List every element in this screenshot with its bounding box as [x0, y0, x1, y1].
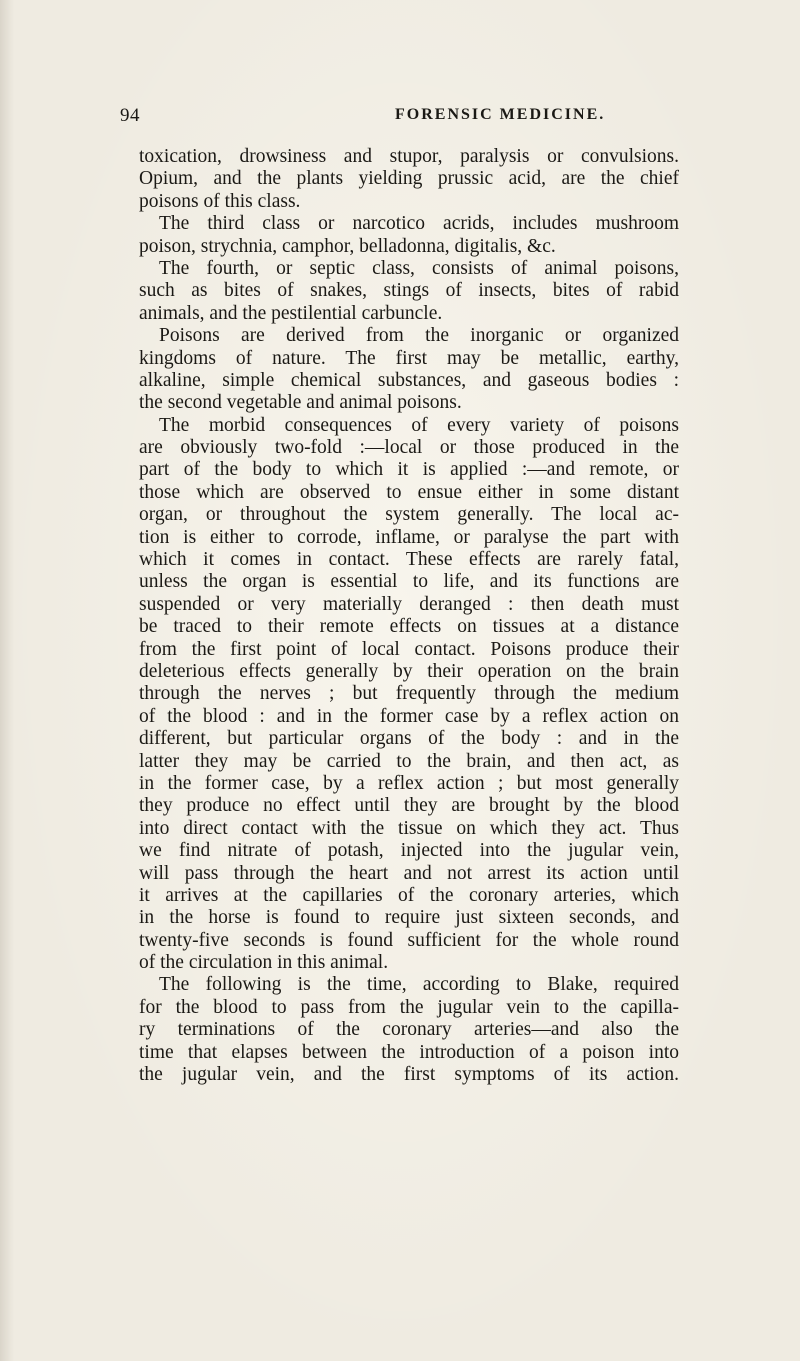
text-line: it arrives at the capillaries of the coronary arteries, which: [139, 884, 679, 906]
text-line: The following is the time, according to Blake, required: [159, 974, 679, 996]
text-line: poisons of this class.: [139, 190, 301, 212]
text-line: in the former case, by a reflex action ; but most generally: [139, 772, 679, 794]
text-line: the second vegetable and animal poisons.: [139, 392, 462, 414]
text-line: the jugular vein, and the first symptoms of its action.: [139, 1064, 679, 1086]
text-line: latter they may be carried to the brain, and then act, as: [139, 750, 679, 772]
running-title: FORENSIC MEDICINE.: [395, 106, 606, 123]
text-line: The third class or narcotico acrids, includes mushroom: [159, 213, 679, 235]
text-line: kingdoms of nature. The first may be metallic, earthy,: [139, 347, 679, 369]
page-number: 94: [120, 105, 140, 126]
text-line: part of the body to which it is applied :—and remote, or: [139, 459, 679, 481]
text-line: of the circulation in this animal.: [139, 952, 389, 974]
text-line: into direct contact with the tissue on which they act. Thus: [139, 817, 679, 839]
text-line: be traced to their remote effects on tissues at a distance: [139, 616, 679, 638]
text-line: poison, strychnia, camphor, belladonna, digitalis, &c.: [139, 235, 556, 257]
text-line: from the first point of local contact. Poisons produce their: [139, 638, 679, 660]
text-line: The fourth, or septic class, consists of animal poisons,: [159, 257, 679, 279]
text-line: such as bites of snakes, stings of insects, bites of rabid: [139, 280, 679, 302]
text-line: tion is either to corrode, inflame, or paralyse the part with: [139, 526, 679, 548]
text-line: we find nitrate of potash, injected into the jugular vein,: [139, 840, 679, 862]
gutter-shadow: [0, 0, 14, 1361]
text-line: they produce no effect until they are brought by the blood: [139, 795, 679, 817]
text-line: The morbid consequences of every variety of poisons: [159, 414, 679, 436]
text-line: which it comes in contact. These effects are rarely fatal,: [139, 549, 679, 571]
text-line: suspended or very materially deranged : then death must: [139, 593, 679, 615]
text-line: animals, and the pestilential carbuncle.: [139, 302, 443, 324]
text-line: for the blood to pass from the jugular vein to the capilla-: [139, 996, 679, 1018]
body-text: [139, 146, 679, 1086]
text-line: Opium, and the plants yielding prussic acid, are the chief: [139, 168, 679, 190]
text-line: deleterious effects generally by their operation on the brain: [139, 660, 679, 682]
text-line: time that elapses between the introduction of a poison into: [139, 1041, 679, 1063]
text-line: alkaline, simple chemical substances, and gaseous bodies :: [139, 369, 679, 391]
text-line: in the horse is found to require just sixteen seconds, and: [139, 907, 679, 929]
text-line: are obviously two-fold :—local or those produced in the: [139, 437, 679, 459]
text-line: twenty-five seconds is found sufficient for the whole round: [139, 929, 679, 951]
text-line: organ, or throughout the system generally. The local ac-: [139, 504, 679, 526]
text-line: will pass through the heart and not arrest its action until: [139, 862, 679, 884]
text-line: unless the organ is essential to life, and its functions are: [139, 571, 679, 593]
text-line: Poisons are derived from the inorganic or organized: [159, 325, 679, 347]
text-line: through the nerves ; but frequently through the medium: [139, 683, 679, 705]
text-line: ry terminations of the coronary arteries—and also the: [139, 1019, 679, 1041]
text-line: toxication, drowsiness and stupor, paralysis or convulsions.: [139, 146, 679, 167]
running-head: [120, 105, 680, 129]
text-line: different, but particular organs of the body : and in the: [139, 728, 679, 750]
text-line: of the blood : and in the former case by a reflex action on: [139, 705, 679, 727]
text-line: those which are observed to ensue either in some distant: [139, 481, 679, 503]
